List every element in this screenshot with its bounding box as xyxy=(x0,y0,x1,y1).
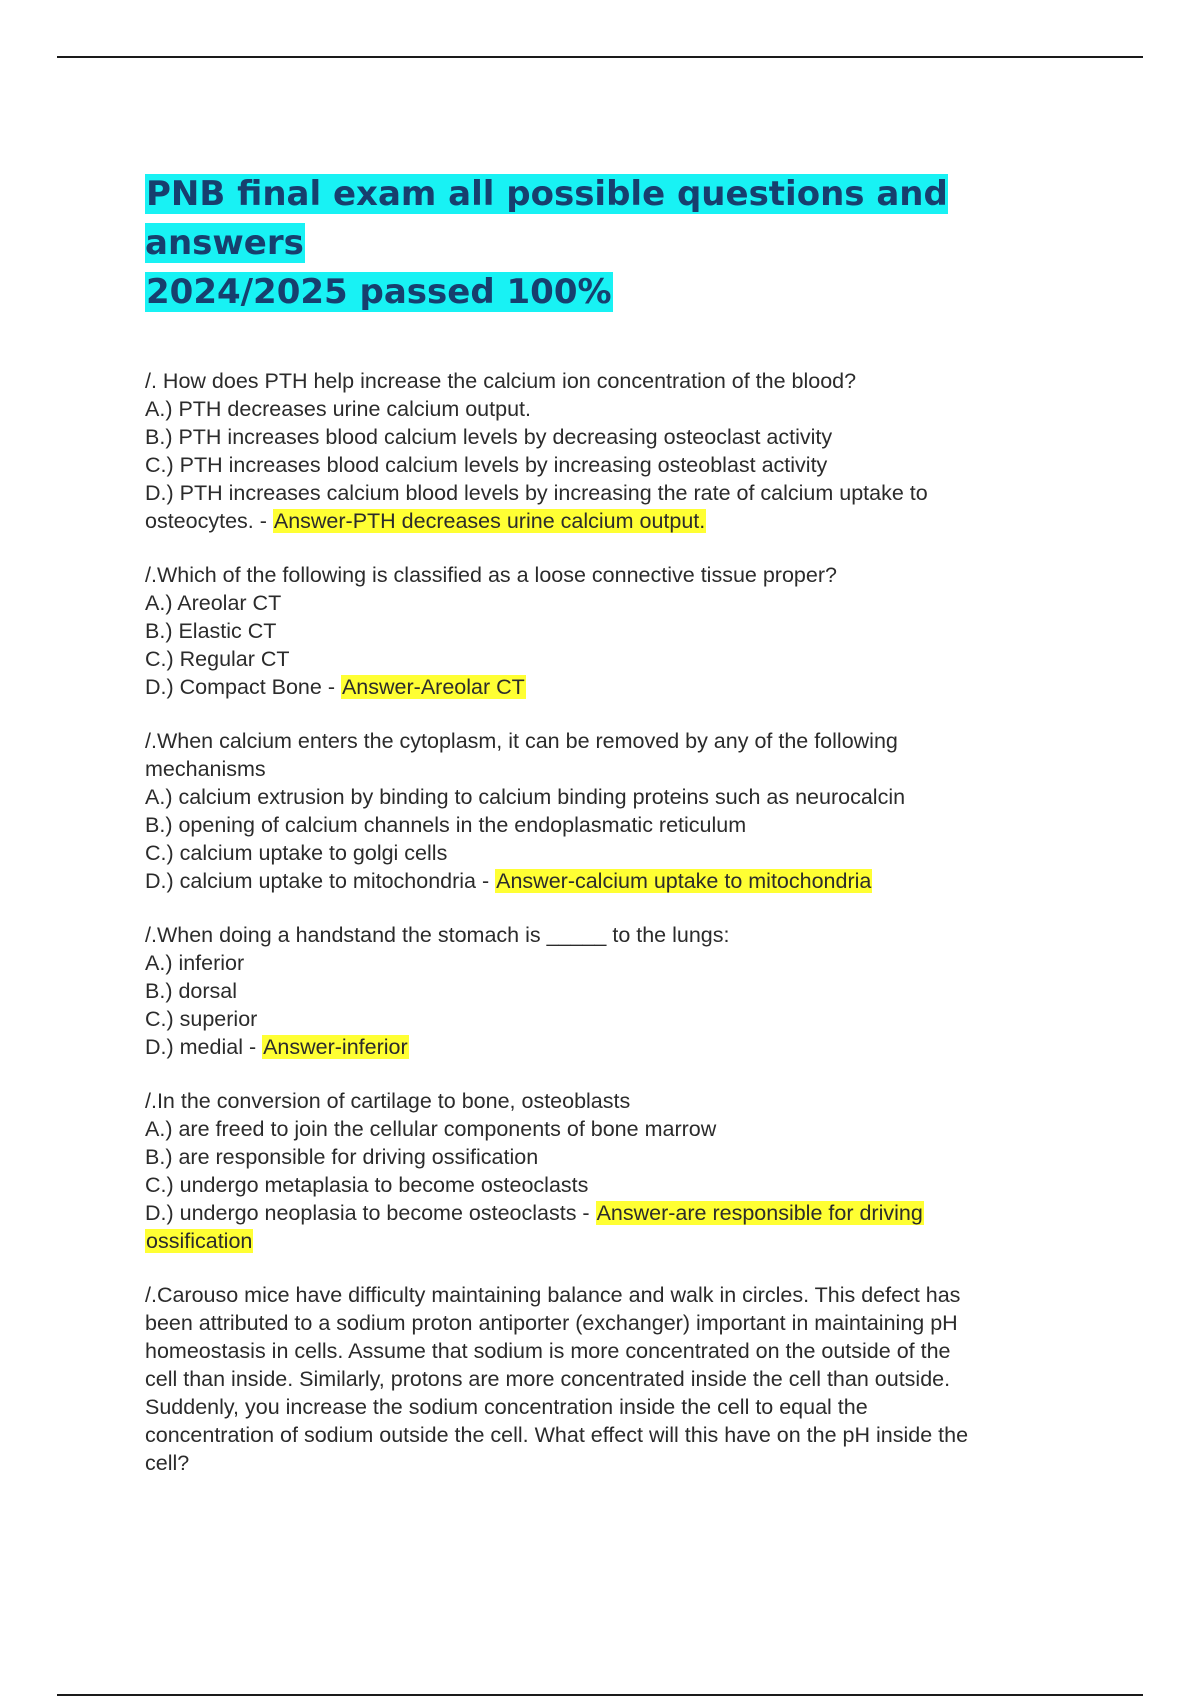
document-title xyxy=(145,170,1085,317)
option-d xyxy=(145,1199,1085,1227)
option-d-continued xyxy=(145,507,1085,535)
option-b: B.) Elastic CT xyxy=(145,619,277,643)
option-d-text: D.) Compact Bone - xyxy=(145,675,341,699)
question-6 xyxy=(145,1281,1085,1477)
document-body xyxy=(145,170,1085,1503)
option-d: D.) PTH increases calcium blood levels by increasing the rate of calcium uptake to xyxy=(145,481,928,505)
question-stem-line: cell than inside. Similarly, protons are more concentrated inside the cell than outside. xyxy=(145,1367,951,1391)
option-a: A.) Areolar CT xyxy=(145,591,282,615)
question-stem-line: /.Carouso mice have difficulty maintaining balance and walk in circles. This defect has xyxy=(145,1283,961,1307)
top-rule xyxy=(57,56,1143,58)
option-a: A.) PTH decreases urine calcium output. xyxy=(145,397,531,421)
question-stem: /.Which of the following is classified as a loose connective tissue proper? xyxy=(145,563,837,587)
answer-highlight-continued: ossification xyxy=(146,1229,253,1253)
bottom-rule xyxy=(57,1694,1143,1696)
option-d xyxy=(145,673,1085,701)
question-stem: /.In the conversion of cartilage to bone, osteoblasts xyxy=(145,1089,631,1113)
answer-highlight: Answer-are responsible for driving xyxy=(596,1201,923,1225)
question-4 xyxy=(145,921,1085,1061)
option-a: A.) are freed to join the cellular components of bone marrow xyxy=(145,1117,717,1141)
option-b: B.) dorsal xyxy=(145,979,238,1003)
title-line-1: PNB final exam all possible questions and answers xyxy=(145,174,948,263)
option-c: C.) undergo metaplasia to become osteoclasts xyxy=(145,1173,589,1197)
option-d-text: D.) calcium uptake to mitochondria - xyxy=(145,869,496,893)
question-2 xyxy=(145,561,1085,701)
option-c: C.) calcium uptake to golgi cells xyxy=(145,841,448,865)
question-stem-line: Suddenly, you increase the sodium concentration inside the cell to equal the xyxy=(145,1395,868,1419)
question-stem: /.When calcium enters the cytoplasm, it can be removed by any of the following xyxy=(145,729,898,753)
option-c: C.) superior xyxy=(145,1007,258,1031)
title-line-2: 2024/2025 passed 100% xyxy=(146,272,612,312)
option-d-text: D.) medial - xyxy=(145,1035,263,1059)
option-d-tail: osteocytes. - xyxy=(145,509,273,533)
option-c: C.) PTH increases blood calcium levels by increasing osteoblast activity xyxy=(145,453,828,477)
option-b: B.) are responsible for driving ossification xyxy=(145,1145,539,1169)
answer-highlight: Answer-PTH decreases urine calcium output. xyxy=(273,509,706,533)
question-stem-line: concentration of sodium outside the cell. What effect will this have on the pH inside the xyxy=(145,1423,969,1447)
option-d xyxy=(145,867,1085,895)
question-stem: /.When doing a handstand the stomach is _____ to the lungs: xyxy=(145,923,730,947)
option-a: A.) calcium extrusion by binding to calcium binding proteins such as neurocalcin xyxy=(145,785,906,809)
question-1 xyxy=(145,367,1085,535)
question-stem: /. How does PTH help increase the calcium ion concentration of the blood? xyxy=(145,369,857,393)
option-c: C.) Regular CT xyxy=(145,647,290,671)
answer-continued xyxy=(145,1227,1085,1255)
question-3 xyxy=(145,727,1085,895)
question-stem-line: cell? xyxy=(145,1451,190,1475)
option-b: B.) PTH increases blood calcium levels by decreasing osteoclast activity xyxy=(145,425,833,449)
answer-highlight: Answer-inferior xyxy=(263,1035,408,1059)
answer-highlight: Answer-Areolar CT xyxy=(341,675,525,699)
option-d-text: D.) undergo neoplasia to become osteoclasts - xyxy=(145,1201,596,1225)
question-stem-continued: mechanisms xyxy=(145,757,266,781)
question-5 xyxy=(145,1087,1085,1255)
option-d xyxy=(145,1033,1085,1061)
option-a: A.) inferior xyxy=(145,951,245,975)
answer-highlight: Answer-calcium uptake to mitochondria xyxy=(496,869,872,893)
option-b: B.) opening of calcium channels in the endoplasmatic reticulum xyxy=(145,813,747,837)
question-stem-line: homeostasis in cells. Assume that sodium is more concentrated on the outside of the xyxy=(145,1339,951,1363)
question-stem-line: been attributed to a sodium proton antiporter (exchanger) important in maintaining pH xyxy=(145,1311,958,1335)
